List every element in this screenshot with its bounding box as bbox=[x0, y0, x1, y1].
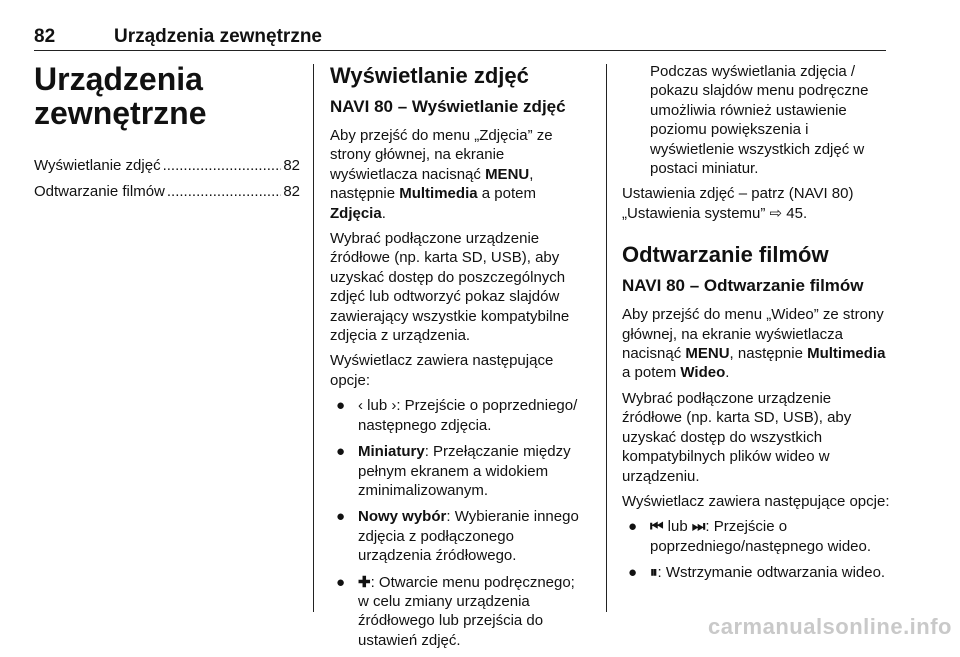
bullet-icon: ● bbox=[628, 518, 638, 536]
page-number: 82 bbox=[34, 26, 56, 47]
list-item: ● ⏮ lub ⏭: Przejście o poprzedniego/następnego wideo. bbox=[622, 517, 890, 556]
paragraph-photos-popup: Podczas wyświetlania zdjęcia / pokazu slajdów menu podręczne umożliwia również ustawienie poziomu powiększenia i wyświetlenie wszystkich zdjęć w postaci miniatur. bbox=[650, 63, 869, 178]
bullet-icon: ● bbox=[336, 508, 346, 526]
page-header bbox=[34, 26, 886, 48]
bullet-icon: ● bbox=[336, 397, 346, 415]
column-left bbox=[34, 62, 300, 208]
list-item: ● Nowy wybór: Wybieranie innego zdjęcia z podłączonego urządzenia źródłowego. bbox=[330, 507, 580, 565]
plus-icon: ✚ bbox=[358, 573, 371, 591]
section-heading-videos: Odtwarzanie filmów bbox=[622, 242, 829, 268]
paragraph-photos-settings: Ustawienia zdjęć – patrz (NAVI 80) „Ustawienia systemu” ⇨ 45. bbox=[622, 185, 854, 222]
section-heading-photos: Wyświetlanie zdjęć bbox=[330, 63, 529, 88]
page-reference-icon: ⇨ bbox=[769, 204, 783, 222]
paragraph-videos-source: Wybrać podłączone urządzenie źródłowe (np. karta SD, USB), aby uzyskać dostęp do wszystkich kompatybilnych plików wideo w urządzeniu. bbox=[622, 389, 852, 485]
watermark: carmanualsonline.info bbox=[708, 614, 952, 639]
paragraph-photos-source: Wybrać podłączone urządzenie źródłowe (np. karta SD, USB), aby uzyskać dostęp do poszczególnych zdjęć lub odtworzyć pokaz slajdów zawierający wszystkie kompatybilne zdjęcia z urządzenia. bbox=[330, 230, 570, 345]
running-title: Urządzenia zewnętrzne bbox=[114, 26, 322, 47]
subheading-videos: NAVI 80 – Odtwarzanie filmów bbox=[622, 276, 864, 296]
skip-back-icon: ⏮ bbox=[650, 518, 664, 536]
subheading-photos: NAVI 80 – Wyświetlanie zdjęć bbox=[330, 97, 566, 116]
bullet-icon: ● bbox=[336, 443, 346, 461]
paragraph-videos-menu: Aby przejść do menu „Wideo” ze strony głównej, na ekranie wyświetlacza nacisnąć MENU, następnie Multimedia a potem Wideo. bbox=[622, 306, 886, 382]
paragraph-photos-menu: Aby przejść do menu „Zdjęcia” ze strony głównej, na ekranie wyświetlacza nacisnąć MENU, następnie Multimedia a potem Zdjęcia. bbox=[330, 127, 553, 222]
column-middle bbox=[330, 62, 580, 657]
column-right bbox=[622, 62, 890, 590]
list-item: ● Miniatury: Przełączanie między pełnym ekranem a widokiem zminimalizowanym. bbox=[330, 442, 580, 500]
header-rule bbox=[34, 50, 886, 51]
bullet-icon: ● bbox=[336, 573, 346, 591]
column-divider-1 bbox=[313, 64, 314, 612]
column-divider-2 bbox=[606, 64, 607, 612]
list-item: ● ⏸: Wstrzymanie odtwarzania wideo. bbox=[622, 563, 890, 582]
paragraph-photos-options: Wyświetlacz zawiera następujące opcje: bbox=[330, 352, 554, 389]
toc-entry-photos[interactable]: Wyświetlanie zdjęć ..... 82 bbox=[34, 156, 300, 176]
bullet-icon: ● bbox=[628, 564, 638, 582]
pause-icon: ⏸ bbox=[650, 564, 658, 582]
chapter-title: Urządzenia zewnętrzne bbox=[34, 61, 207, 131]
toc-leader bbox=[163, 156, 282, 176]
list-item: ● ✚: Otwarcie menu podręcznego; w celu zmiany urządzenia źródłowego lub przejścia do ustawień zdjęć. bbox=[330, 573, 580, 651]
skip-forward-icon: ⏭ bbox=[691, 518, 706, 536]
toc-entry-videos[interactable]: Odtwarzanie filmów ..... 82 bbox=[34, 182, 300, 202]
paragraph-videos-options: Wyświetlacz zawiera następujące opcje: bbox=[622, 492, 890, 510]
list-item: ● ‹ lub ›: Przejście o poprzedniego/ następnego zdjęcia. bbox=[330, 396, 580, 435]
toc-leader bbox=[167, 182, 281, 202]
